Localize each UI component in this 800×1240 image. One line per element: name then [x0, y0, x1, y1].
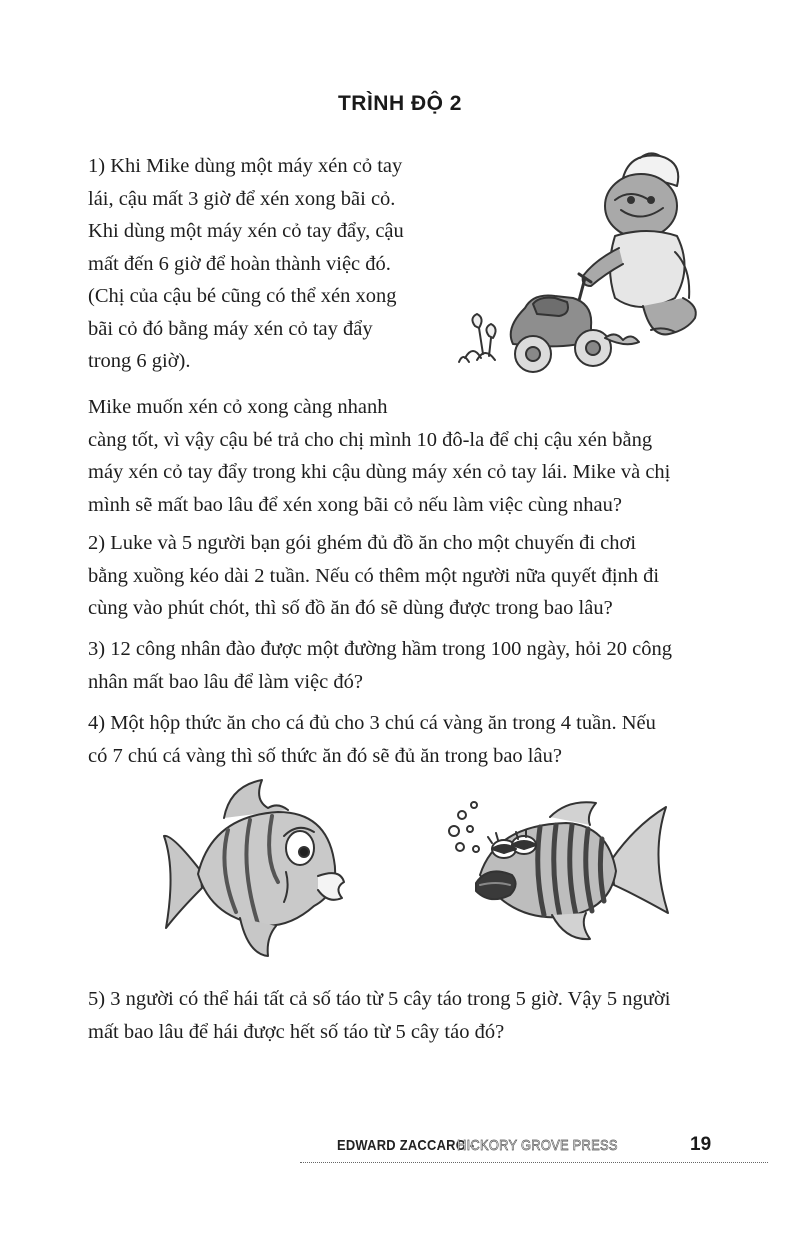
- problem-1-line: mất đến 6 giờ để hoàn thành việc đó.: [88, 252, 391, 275]
- lawn-mower-illustration: [455, 148, 710, 383]
- goldfish-illustration-right: [440, 795, 670, 945]
- problem-3-line: 3) 12 công nhân đào được một đường hầm trong 100 ngày, hỏi 20 công: [88, 638, 673, 660]
- problem-5-line: mất bao lâu để hái được hết số táo từ 5 cây táo đó?: [88, 1020, 505, 1043]
- problem-1-line: máy xén cỏ tay đẩy trong khi cậu dùng máy xén cỏ tay lái. Mike và chị: [88, 461, 671, 483]
- problem-1: [88, 150, 448, 378]
- problem-1-line: (Chị của cậu bé cũng có thể xén xong: [88, 285, 397, 307]
- problem-3: [88, 633, 728, 698]
- problem-2-line: bằng xuồng kéo dài 2 tuần. Nếu có thêm một người nữa quyết định đi: [88, 564, 660, 587]
- problem-2-line: cùng vào phút chót, thì số đồ ăn đó sẽ dùng được trong bao lâu?: [88, 597, 613, 619]
- problem-1-line: Mike muốn xén cỏ xong càng nhanh: [88, 396, 388, 418]
- page-number: 19: [690, 1134, 712, 1155]
- problem-3-line: nhân mất bao lâu để làm việc đó?: [88, 670, 363, 693]
- problem-5: [88, 983, 728, 1048]
- problem-1-line: Khi dùng một máy xén cỏ tay đẩy, cậu: [88, 220, 404, 242]
- problem-2-line: 2) Luke và 5 người bạn gói ghém đủ đồ ăn cho một chuyến đi chơi: [88, 532, 637, 554]
- problem-1-continuation: [88, 391, 728, 521]
- problem-1-line: bãi cỏ đó bằng máy xén cỏ tay đẩy: [88, 317, 373, 340]
- problem-1-line: lái, cậu mất 3 giờ để xén xong bãi cỏ.: [88, 187, 396, 210]
- problem-4-line: có 7 chú cá vàng thì số thức ăn đó sẽ đủ ăn trong bao lâu?: [88, 744, 562, 767]
- problem-4: [88, 707, 728, 772]
- problem-1-line: mình sẽ mất bao lâu để xén xong bãi cỏ nếu làm việc cùng nhau?: [88, 493, 622, 516]
- footer-publisher: HICKORY GROVE PRESS: [457, 1137, 618, 1154]
- goldfish-illustration-left: [158, 778, 358, 960]
- page-title: TRÌNH ĐỘ 2: [337, 92, 462, 115]
- problem-5-line: 5) 3 người có thể hái tất cả số táo từ 5 cây táo trong 5 giờ. Vậy 5 người: [88, 988, 671, 1010]
- footer-dotted-rule: [300, 1162, 768, 1163]
- problem-4-line: 4) Một hộp thức ăn cho cá đủ cho 3 chú cá vàng ăn trong 4 tuần. Nếu: [88, 712, 656, 734]
- problem-1-line: trong 6 giờ).: [88, 350, 191, 372]
- problem-2: [88, 527, 728, 625]
- problem-1-line: 1) Khi Mike dùng một máy xén cỏ tay: [88, 155, 403, 177]
- footer-author: EDWARD ZACCARO -: [337, 1137, 475, 1154]
- problem-1-line: càng tốt, vì vậy cậu bé trả cho chị mình 10 đô-la để chị cậu xén bằng: [88, 428, 653, 451]
